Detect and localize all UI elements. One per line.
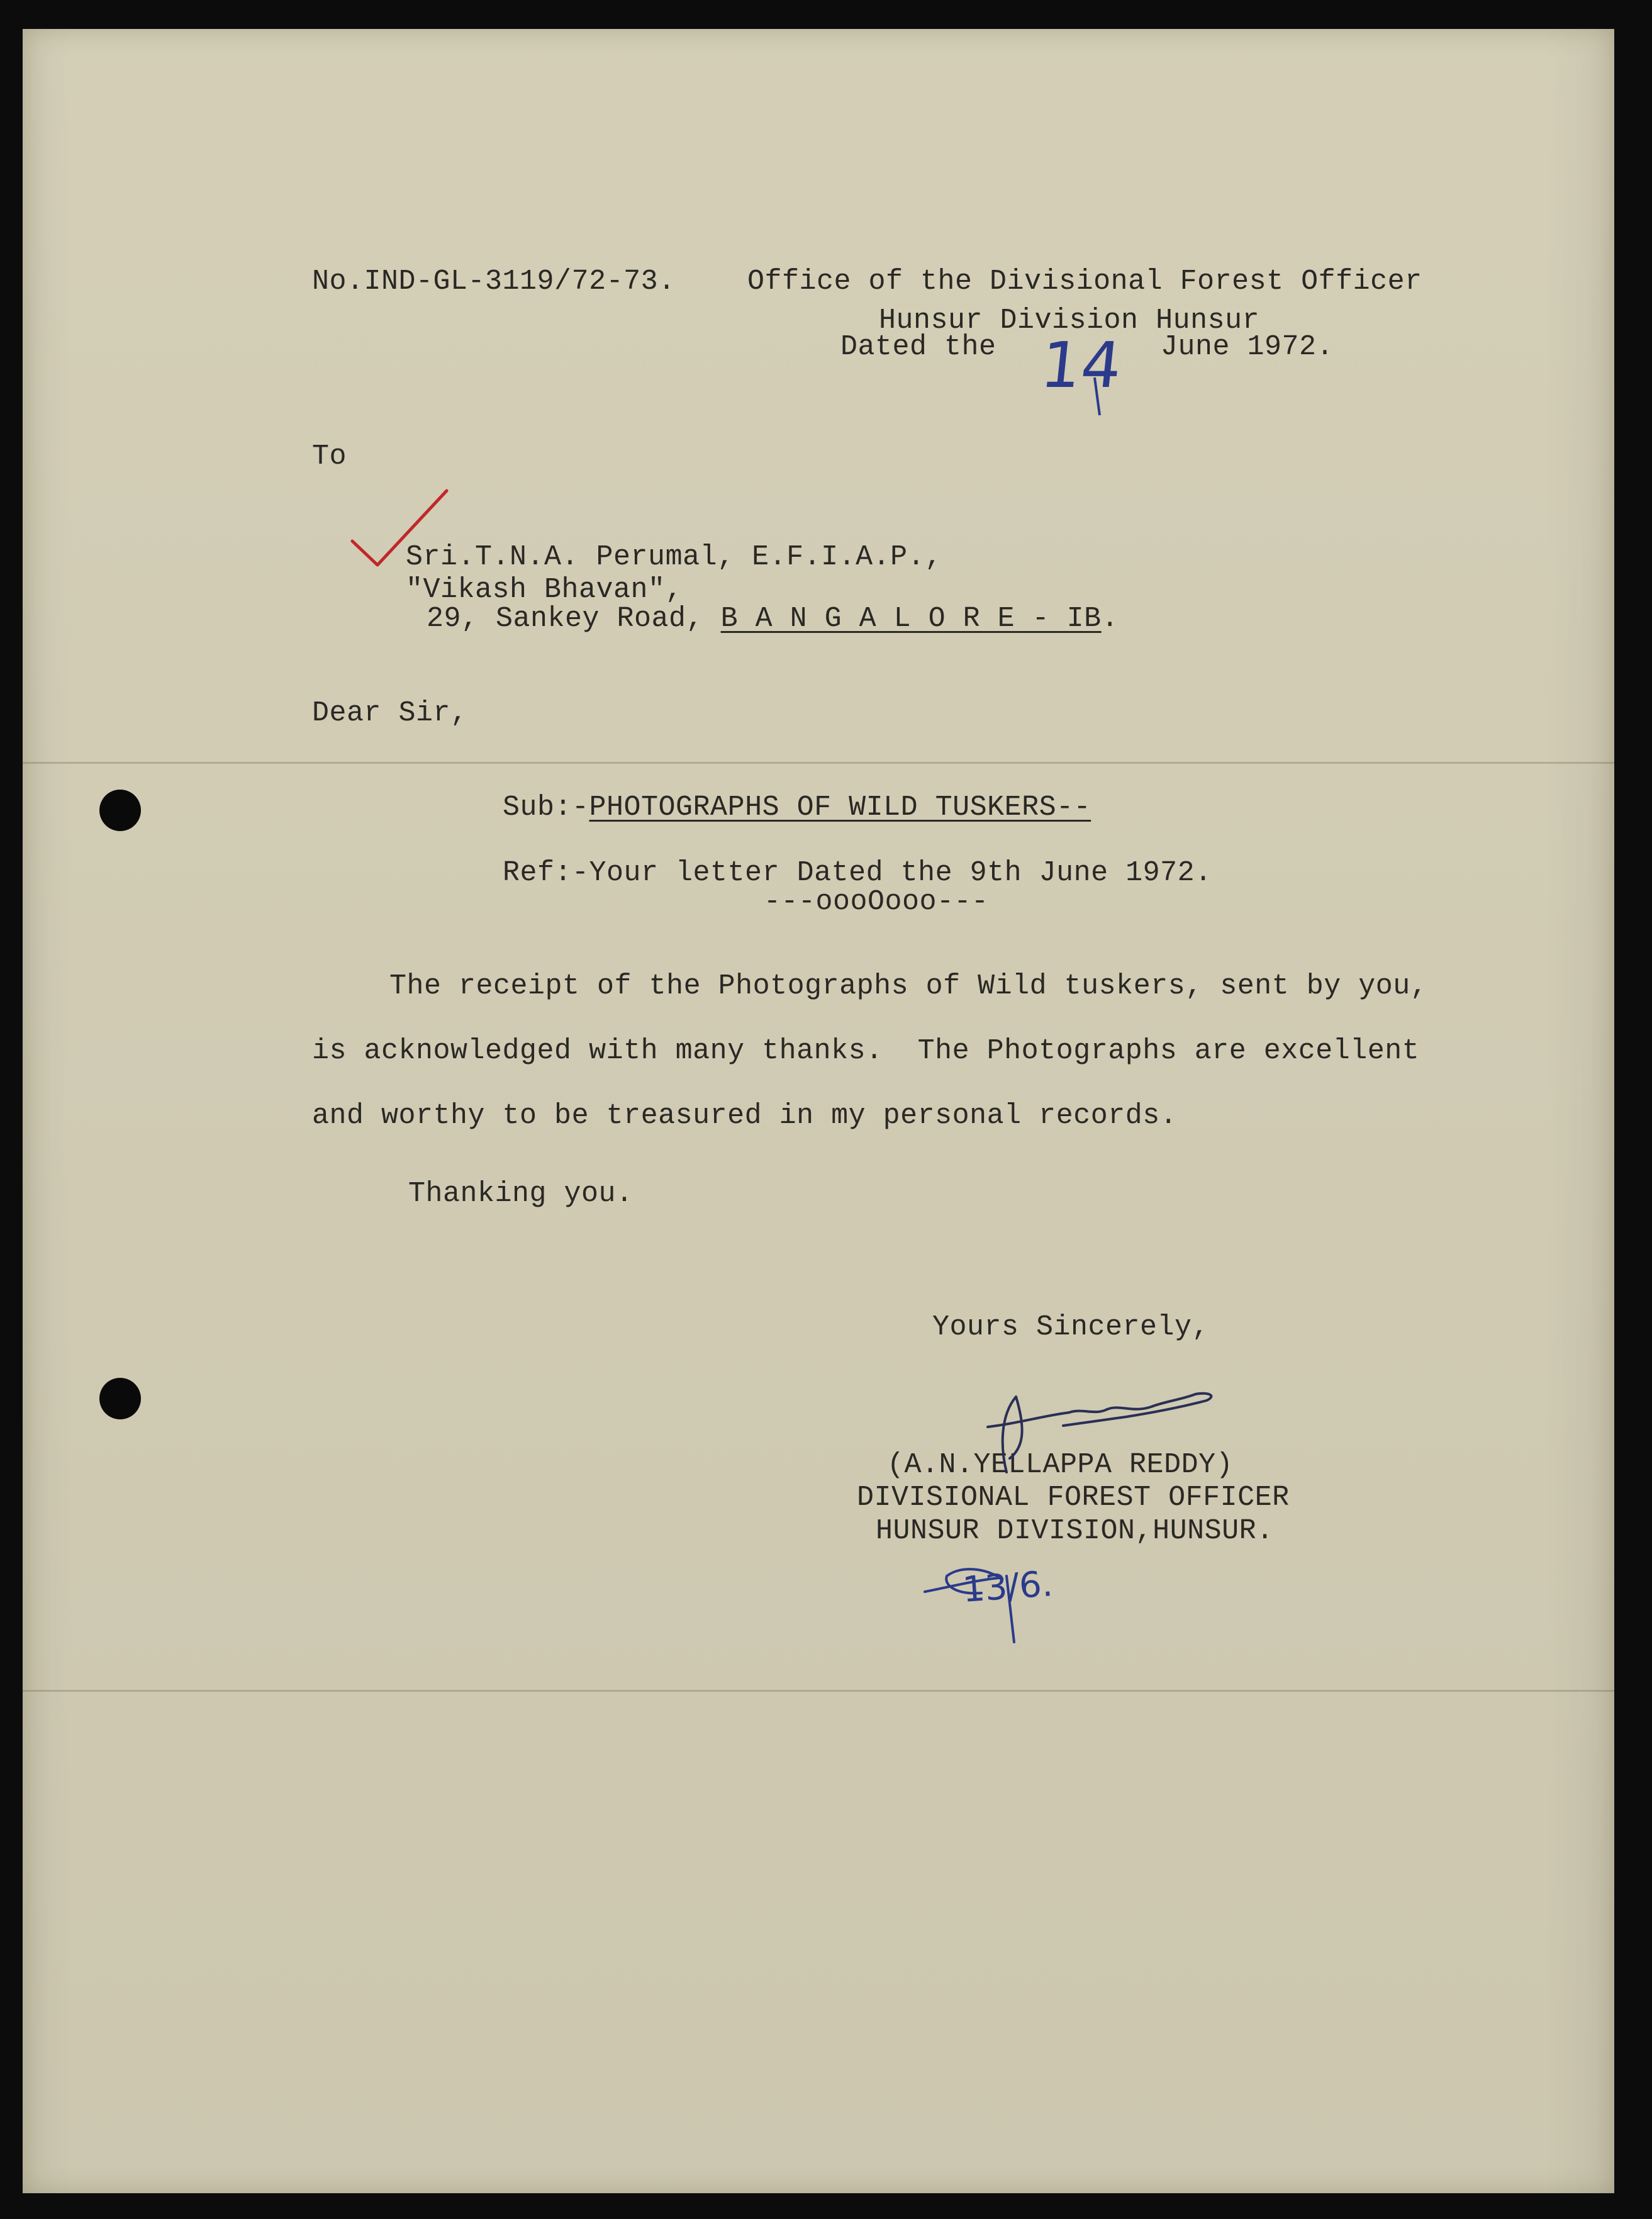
- red-check-mark: [352, 491, 447, 565]
- thanks: Thanking you.: [408, 1178, 633, 1210]
- divider: ---oooOooo---: [764, 886, 989, 918]
- signatory-office: HUNSUR DIVISION,HUNSUR.: [876, 1515, 1274, 1547]
- closing: Yours Sincerely,: [932, 1311, 1210, 1343]
- date-day-stroke: [1095, 377, 1100, 415]
- body-line-2: is acknowledged with many thanks. The Photographs are excellent: [312, 1035, 1420, 1067]
- salutation: Dear Sir,: [312, 697, 468, 729]
- signatory-name: (A.N.YELLAPPA REDDY): [887, 1449, 1234, 1481]
- recipient-end: .: [1101, 603, 1119, 635]
- date-suffix: June 1972.: [1161, 331, 1334, 363]
- handwritten-date-day: 14: [1037, 328, 1125, 402]
- body-line-1: The receipt of the Photographs of Wild tuskers, sent by you,: [389, 970, 1428, 1002]
- recipient-line-1: Sri.T.N.A. Perumal, E.F.I.A.P.,: [406, 541, 942, 573]
- initials-scribble: [925, 1569, 1014, 1642]
- body-line-3: and worthy to be treasured in my personal records.: [312, 1100, 1178, 1132]
- subject-prefix: Sub:-: [503, 791, 589, 824]
- recipient-city: B A N G A L O R E - IB: [720, 603, 1102, 635]
- date-prefix: Dated the: [840, 331, 996, 363]
- subject: PHOTOGRAPHS OF WILD TUSKERS--: [589, 791, 1091, 824]
- reference-line: Ref:-Your letter Dated the 9th June 1972.: [503, 857, 1212, 889]
- reference-number: No.IND-GL-3119/72-73.: [312, 265, 676, 298]
- recipient-line-2: "Vikash Bhavan",: [406, 574, 683, 606]
- recipient-street: 29, Sankey Road,: [427, 603, 704, 635]
- office-line-2: Hunsur Division Hunsur: [879, 305, 1260, 337]
- to-label: To: [312, 440, 347, 472]
- signatory-title: DIVISIONAL FOREST OFFICER: [857, 1482, 1290, 1514]
- signature-scribble: [988, 1394, 1211, 1472]
- handwritten-initials-date: 13/6.: [961, 1563, 1054, 1611]
- office-line-1: Office of the Divisional Forest Officer: [747, 265, 1422, 298]
